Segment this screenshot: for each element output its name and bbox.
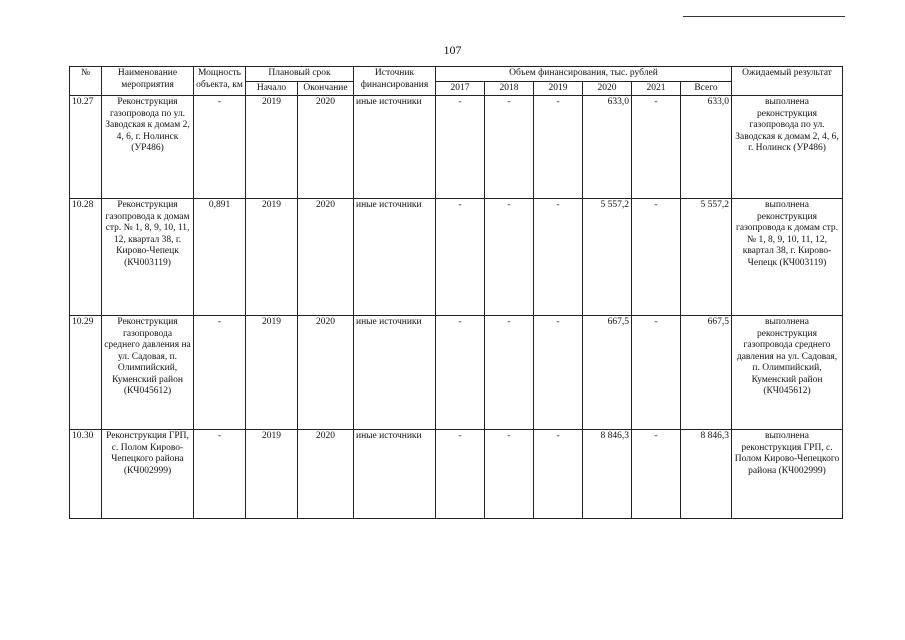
cell-name: Реконструкция ГРП, с. Полом Кирово-Чепецкого района (КЧ002999) <box>102 430 194 519</box>
cell-2018: - <box>485 199 534 316</box>
cell-total: 8 846,3 <box>681 430 732 519</box>
table-row <box>70 430 843 519</box>
cell-2018: - <box>485 316 534 430</box>
cell-total: 633,0 <box>681 96 732 199</box>
cell-2017: - <box>436 430 485 519</box>
header-end: Окончание <box>298 81 354 96</box>
page-number: 107 <box>443 43 462 57</box>
cell-source: иные источники <box>354 199 436 316</box>
cell-start: 2019 <box>246 96 298 199</box>
cell-2017: - <box>436 316 485 430</box>
cell-2019: - <box>534 199 583 316</box>
cell-end: 2020 <box>298 430 354 519</box>
cell-capacity: - <box>194 96 246 199</box>
cell-total: 5 557,2 <box>681 199 732 316</box>
cell-2021: - <box>632 199 681 316</box>
header-year-2018: 2018 <box>485 81 534 96</box>
cell-result: выполнена реконструкция газопровода среднего давления на ул. Садовая, п. Олимпийский, Куменский район (КЧ045612) <box>732 316 843 430</box>
table-row <box>70 96 843 199</box>
cell-end: 2020 <box>298 96 354 199</box>
cell-result: выполнена реконструкция ГРП, с. Полом Кирово-Чепецкого района (КЧ002999) <box>732 430 843 519</box>
cell-2021: - <box>632 96 681 199</box>
header-source: Источник финансирования <box>354 67 436 96</box>
cell-capacity: 0,891 <box>194 199 246 316</box>
cell-2018: - <box>485 96 534 199</box>
top-rule <box>683 16 845 17</box>
cell-end: 2020 <box>298 199 354 316</box>
cell-source: иные источники <box>354 430 436 519</box>
cell-name: Реконструкция газопровода к домам стр. № 1, 8, 9, 10, 11, 12, квартал 38, г. Кирово-Чепецк (КЧ003119) <box>102 199 194 316</box>
header-year-2019: 2019 <box>534 81 583 96</box>
cell-num: 10.27 <box>70 96 102 199</box>
cell-num: 10.29 <box>70 316 102 430</box>
cell-capacity: - <box>194 316 246 430</box>
cell-num: 10.30 <box>70 430 102 519</box>
cell-2020: 667,5 <box>583 316 632 430</box>
cell-result: выполнена реконструкция газопровода по ул. Заводская к домам 2, 4, 6, г. Нолинск (УР486) <box>732 96 843 199</box>
cell-2019: - <box>534 316 583 430</box>
cell-num: 10.28 <box>70 199 102 316</box>
header-capacity: Мощность объекта, км <box>194 67 246 96</box>
cell-2020: 8 846,3 <box>583 430 632 519</box>
cell-source: иные источники <box>354 96 436 199</box>
header-num: № <box>70 67 102 96</box>
cell-2018: - <box>485 430 534 519</box>
cell-name: Реконструкция газопровода среднего давления на ул. Садовая, п. Олимпийский, Куменский район (КЧ045612) <box>102 316 194 430</box>
header-name: Наименование мероприятия <box>102 67 194 96</box>
cell-2020: 5 557,2 <box>583 199 632 316</box>
cell-2019: - <box>534 96 583 199</box>
cell-name: Реконструкция газопровода по ул. Заводская к домам 2, 4, 6, г. Нолинск (УР486) <box>102 96 194 199</box>
financing-table <box>69 66 843 519</box>
cell-2019: - <box>534 430 583 519</box>
cell-2017: - <box>436 96 485 199</box>
table-row <box>70 199 843 316</box>
cell-end: 2020 <box>298 316 354 430</box>
cell-2021: - <box>632 316 681 430</box>
cell-start: 2019 <box>246 199 298 316</box>
cell-total: 667,5 <box>681 316 732 430</box>
header-year-2020: 2020 <box>583 81 632 96</box>
header-planned-term: Плановый срок <box>246 67 354 82</box>
header-year-2021: 2021 <box>632 81 681 96</box>
header-funding: Объем финансирования, тыс. рублей <box>436 67 732 82</box>
table-row <box>70 316 843 430</box>
cell-start: 2019 <box>246 430 298 519</box>
cell-2020: 633,0 <box>583 96 632 199</box>
header-start: Начало <box>246 81 298 96</box>
cell-source: иные источники <box>354 316 436 430</box>
cell-start: 2019 <box>246 316 298 430</box>
cell-result: выполнена реконструкция газопровода к домам стр. № 1, 8, 9, 10, 11, 12, квартал 38, г. Кирово-Чепецк (КЧ003119) <box>732 199 843 316</box>
cell-capacity: - <box>194 430 246 519</box>
header-year-2017: 2017 <box>436 81 485 96</box>
header-result: Ожидаемый результат <box>732 67 843 96</box>
header-total: Всего <box>681 81 732 96</box>
cell-2021: - <box>632 430 681 519</box>
cell-2017: - <box>436 199 485 316</box>
